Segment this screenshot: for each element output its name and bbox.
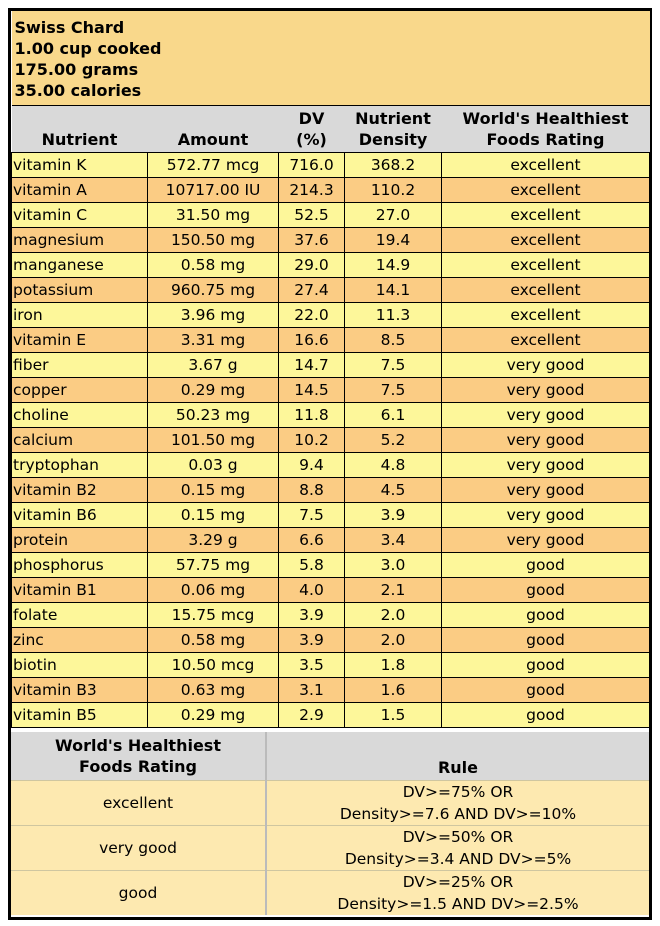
- cell-rating: very good: [442, 353, 650, 378]
- cell-dv: 2.9: [279, 703, 345, 728]
- cell-nutrient: iron: [12, 303, 148, 328]
- cell-amount: 57.75 mg: [148, 553, 279, 578]
- cell-nutrient: vitamin B2: [12, 478, 148, 503]
- table-row: [12, 628, 650, 653]
- header-rating: World's Healthiest Foods Rating: [442, 106, 650, 153]
- cell-rating: very good: [442, 478, 650, 503]
- cell-amount: 0.15 mg: [148, 478, 279, 503]
- cell-nutrient: biotin: [12, 653, 148, 678]
- cell-amount: 0.29 mg: [148, 703, 279, 728]
- serving-weight: 175.00 grams: [14, 60, 139, 79]
- legend-row: [11, 826, 649, 871]
- cell-amount: 0.63 mg: [148, 678, 279, 703]
- cell-dv: 11.8: [279, 403, 345, 428]
- cell-amount: 0.58 mg: [148, 253, 279, 278]
- cell-amount: 50.23 mg: [148, 403, 279, 428]
- cell-dv: 716.0: [279, 153, 345, 178]
- cell-rating: very good: [442, 378, 650, 403]
- header-amount: Amount: [148, 106, 279, 153]
- cell-nutrient: magnesium: [12, 228, 148, 253]
- cell-dv: 3.9: [279, 628, 345, 653]
- table-row: [12, 528, 650, 553]
- cell-nutrient: phosphorus: [12, 553, 148, 578]
- cell-rating: excellent: [442, 178, 650, 203]
- legend-rows: [11, 781, 649, 916]
- cell-dv: 7.5: [279, 503, 345, 528]
- food-name: Swiss Chard: [14, 18, 125, 37]
- table-row: [12, 378, 650, 403]
- cell-density: 110.2: [345, 178, 442, 203]
- cell-dv: 14.7: [279, 353, 345, 378]
- cell-amount: 3.96 mg: [148, 303, 279, 328]
- cell-rating: very good: [442, 453, 650, 478]
- header-density: Nutrient Density: [345, 106, 442, 153]
- rating-legend: [11, 728, 649, 915]
- cell-density: 7.5: [345, 353, 442, 378]
- cell-rating: excellent: [442, 228, 650, 253]
- cell-rating: very good: [442, 428, 650, 453]
- cell-rating: very good: [442, 503, 650, 528]
- cell-nutrient: copper: [12, 378, 148, 403]
- cell-nutrient: vitamin B3: [12, 678, 148, 703]
- legend-rule-line2: Density>=7.6 AND DV>=10%: [339, 805, 577, 823]
- cell-nutrient: calcium: [12, 428, 148, 453]
- cell-density: 368.2: [345, 153, 442, 178]
- cell-rating: very good: [442, 403, 650, 428]
- legend-header-rating: World's Healthiest Foods Rating: [11, 732, 266, 781]
- table-row: [12, 403, 650, 428]
- cell-dv: 37.6: [279, 228, 345, 253]
- cell-density: 1.6: [345, 678, 442, 703]
- table-row: [12, 678, 650, 703]
- column-headers: [12, 106, 650, 153]
- table-row: [12, 178, 650, 203]
- table-row: [12, 203, 650, 228]
- cell-density: 8.5: [345, 328, 442, 353]
- table-row: [12, 228, 650, 253]
- cell-dv: 3.9: [279, 603, 345, 628]
- cell-dv: 3.5: [279, 653, 345, 678]
- header-dv: DV (%): [279, 106, 345, 153]
- table-row: [12, 703, 650, 728]
- cell-dv: 214.3: [279, 178, 345, 203]
- legend-header-rule: Rule: [266, 732, 649, 781]
- cell-amount: 10717.00 IU: [148, 178, 279, 203]
- cell-amount: 0.03 g: [148, 453, 279, 478]
- cell-nutrient: potassium: [12, 278, 148, 303]
- table-row: [12, 353, 650, 378]
- cell-rating: good: [442, 653, 650, 678]
- header-nutrient: Nutrient: [12, 106, 148, 153]
- nutrient-rows: [12, 153, 650, 728]
- legend-rating: excellent: [11, 781, 266, 826]
- cell-dv: 52.5: [279, 203, 345, 228]
- cell-dv: 6.6: [279, 528, 345, 553]
- cell-rating: good: [442, 553, 650, 578]
- calories: 35.00 calories: [14, 81, 142, 100]
- serving-size: 1.00 cup cooked: [14, 39, 162, 58]
- table-row: [12, 328, 650, 353]
- legend-rule-line1: DV>=75% OR: [402, 783, 514, 801]
- legend-rule: [266, 871, 649, 916]
- cell-dv: 5.8: [279, 553, 345, 578]
- cell-amount: 960.75 mg: [148, 278, 279, 303]
- table-row: [12, 453, 650, 478]
- cell-dv: 3.1: [279, 678, 345, 703]
- legend-rule-line1: DV>=25% OR: [402, 873, 514, 891]
- cell-nutrient: folate: [12, 603, 148, 628]
- cell-rating: excellent: [442, 303, 650, 328]
- cell-density: 2.1: [345, 578, 442, 603]
- cell-nutrient: vitamin B1: [12, 578, 148, 603]
- cell-density: 7.5: [345, 378, 442, 403]
- cell-nutrient: zinc: [12, 628, 148, 653]
- cell-dv: 9.4: [279, 453, 345, 478]
- cell-density: 11.3: [345, 303, 442, 328]
- cell-density: 6.1: [345, 403, 442, 428]
- cell-density: 27.0: [345, 203, 442, 228]
- cell-dv: 22.0: [279, 303, 345, 328]
- cell-nutrient: vitamin B5: [12, 703, 148, 728]
- cell-dv: 10.2: [279, 428, 345, 453]
- cell-rating: good: [442, 578, 650, 603]
- cell-nutrient: fiber: [12, 353, 148, 378]
- cell-density: 1.8: [345, 653, 442, 678]
- cell-rating: excellent: [442, 153, 650, 178]
- cell-dv: 16.6: [279, 328, 345, 353]
- cell-density: 3.4: [345, 528, 442, 553]
- cell-rating: excellent: [442, 278, 650, 303]
- cell-nutrient: vitamin A: [12, 178, 148, 203]
- cell-nutrient: choline: [12, 403, 148, 428]
- table-row: [12, 153, 650, 178]
- legend-row: [11, 781, 649, 826]
- cell-dv: 29.0: [279, 253, 345, 278]
- cell-amount: 3.29 g: [148, 528, 279, 553]
- cell-amount: 150.50 mg: [148, 228, 279, 253]
- cell-nutrient: vitamin K: [12, 153, 148, 178]
- cell-density: 3.9: [345, 503, 442, 528]
- cell-amount: 31.50 mg: [148, 203, 279, 228]
- cell-rating: good: [442, 703, 650, 728]
- cell-amount: 0.06 mg: [148, 578, 279, 603]
- legend-rating: very good: [11, 826, 266, 871]
- table-row: [12, 553, 650, 578]
- cell-nutrient: protein: [12, 528, 148, 553]
- cell-density: 19.4: [345, 228, 442, 253]
- cell-density: 3.0: [345, 553, 442, 578]
- legend-rule-line2: Density>=3.4 AND DV>=5%: [344, 850, 572, 868]
- cell-amount: 0.58 mg: [148, 628, 279, 653]
- cell-density: 2.0: [345, 603, 442, 628]
- legend-rating: good: [11, 871, 266, 916]
- cell-nutrient: tryptophan: [12, 453, 148, 478]
- cell-nutrient: vitamin C: [12, 203, 148, 228]
- cell-rating: very good: [442, 528, 650, 553]
- cell-dv: 14.5: [279, 378, 345, 403]
- cell-rating: excellent: [442, 253, 650, 278]
- nutrition-table: [11, 11, 650, 728]
- cell-amount: 3.31 mg: [148, 328, 279, 353]
- cell-rating: good: [442, 678, 650, 703]
- legend-rule-line1: DV>=50% OR: [402, 828, 514, 846]
- cell-amount: 572.77 mcg: [148, 153, 279, 178]
- cell-density: 4.5: [345, 478, 442, 503]
- table-row: [12, 428, 650, 453]
- table-row: [12, 478, 650, 503]
- cell-amount: 101.50 mg: [148, 428, 279, 453]
- cell-nutrient: vitamin B6: [12, 503, 148, 528]
- cell-dv: 27.4: [279, 278, 345, 303]
- cell-dv: 8.8: [279, 478, 345, 503]
- table-row: [12, 253, 650, 278]
- table-row: [12, 603, 650, 628]
- cell-rating: good: [442, 603, 650, 628]
- cell-density: 14.1: [345, 278, 442, 303]
- table-row: [12, 578, 650, 603]
- nutrition-panel: [8, 8, 652, 920]
- table-row: [12, 303, 650, 328]
- cell-rating: excellent: [442, 328, 650, 353]
- legend-rule: [266, 781, 649, 826]
- cell-amount: 0.29 mg: [148, 378, 279, 403]
- food-summary: [12, 11, 650, 106]
- cell-amount: 15.75 mcg: [148, 603, 279, 628]
- legend-rule: [266, 826, 649, 871]
- cell-density: 1.5: [345, 703, 442, 728]
- table-row: [12, 503, 650, 528]
- cell-nutrient: vitamin E: [12, 328, 148, 353]
- cell-rating: excellent: [442, 203, 650, 228]
- cell-dv: 4.0: [279, 578, 345, 603]
- table-row: [12, 653, 650, 678]
- table-row: [12, 278, 650, 303]
- cell-nutrient: manganese: [12, 253, 148, 278]
- cell-density: 14.9: [345, 253, 442, 278]
- cell-amount: 3.67 g: [148, 353, 279, 378]
- legend-rule-line2: Density>=1.5 AND DV>=2.5%: [337, 895, 579, 913]
- cell-amount: 10.50 mcg: [148, 653, 279, 678]
- cell-rating: good: [442, 628, 650, 653]
- cell-density: 4.8: [345, 453, 442, 478]
- legend-row: [11, 871, 649, 916]
- cell-density: 2.0: [345, 628, 442, 653]
- cell-amount: 0.15 mg: [148, 503, 279, 528]
- cell-density: 5.2: [345, 428, 442, 453]
